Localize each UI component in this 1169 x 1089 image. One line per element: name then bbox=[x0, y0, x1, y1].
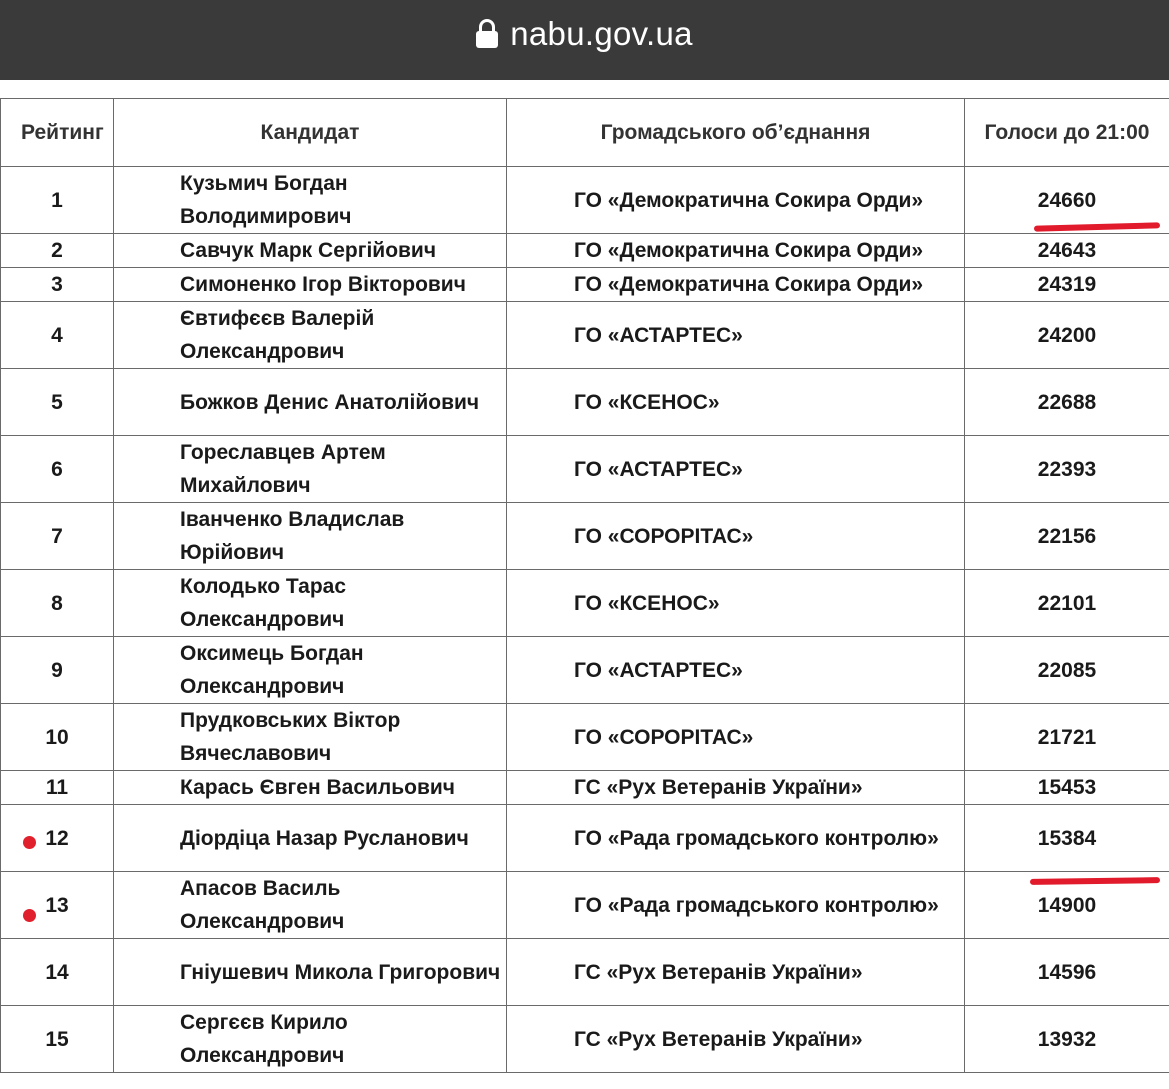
header-votes: Голоси до 21:00 bbox=[965, 99, 1169, 167]
rank-value: 13 bbox=[45, 893, 69, 917]
rank-cell: 2 bbox=[1, 234, 114, 268]
table-row bbox=[1, 302, 1169, 369]
votes-cell: 21721 bbox=[965, 704, 1169, 771]
rank-cell: 9 bbox=[1, 637, 114, 704]
organization-cell: ГО «АСТАРТЕС» bbox=[507, 637, 965, 704]
votes-cell: 22085 bbox=[965, 637, 1169, 704]
red-dot-marker-icon bbox=[23, 909, 36, 922]
organization-cell: ГО «Рада громадського контролю» bbox=[507, 805, 965, 872]
candidate-cell: Савчук Марк Сергійович bbox=[114, 234, 507, 268]
table-header-row bbox=[1, 99, 1169, 167]
table-row bbox=[1, 234, 1169, 268]
table-row bbox=[1, 704, 1169, 771]
organization-cell: ГО «Демократична Сокира Орди» bbox=[507, 268, 965, 302]
candidate-cell: Прудковських Віктор Вячеславович bbox=[114, 704, 507, 771]
votes-cell: 22393 bbox=[965, 436, 1169, 503]
candidate-cell: Іванченко Владислав Юрійович bbox=[114, 503, 507, 570]
organization-cell: ГС «Рух Ветеранів України» bbox=[507, 771, 965, 805]
votes-cell: 24643 bbox=[965, 234, 1169, 268]
votes-cell: 22688 bbox=[965, 369, 1169, 436]
organization-cell: ГО «АСТАРТЕС» bbox=[507, 302, 965, 369]
votes-cell: 24319 bbox=[965, 268, 1169, 302]
votes-cell: 15453 bbox=[965, 771, 1169, 805]
rank-cell: 4 bbox=[1, 302, 114, 369]
organization-cell: ГО «КСЕНОС» bbox=[507, 369, 965, 436]
votes-cell: 22101 bbox=[965, 570, 1169, 637]
organization-cell: ГО «Демократична Сокира Орди» bbox=[507, 234, 965, 268]
table-row bbox=[1, 436, 1169, 503]
votes-cell: 24200 bbox=[965, 302, 1169, 369]
table-row bbox=[1, 570, 1169, 637]
organization-cell: ГО «СОРОРІТАС» bbox=[507, 704, 965, 771]
table-row bbox=[1, 369, 1169, 436]
organization-cell: ГО «Рада громадського контролю» bbox=[507, 872, 965, 939]
header-organization: Громадського об’єднання bbox=[507, 99, 965, 167]
rank-cell: 14 bbox=[1, 939, 114, 1006]
candidate-cell: Симоненко Ігор Вікторович bbox=[114, 268, 507, 302]
candidate-cell: Кузьмич Богдан Володимирович bbox=[114, 167, 507, 234]
rank-cell: 10 bbox=[1, 704, 114, 771]
rank-cell: 8 bbox=[1, 570, 114, 637]
rank-cell: 3 bbox=[1, 268, 114, 302]
url-text[interactable]: nabu.gov.ua bbox=[510, 15, 693, 52]
rank-cell-marked bbox=[1, 805, 114, 872]
organization-cell: ГО «Демократична Сокира Орди» bbox=[507, 167, 965, 234]
table-row bbox=[1, 939, 1169, 1006]
votes-cell: 13932 bbox=[965, 1006, 1169, 1073]
header-candidate: Кандидат bbox=[114, 99, 507, 167]
votes-cell: 14900 bbox=[965, 872, 1169, 939]
table-row bbox=[1, 1006, 1169, 1073]
votes-cell: 15384 bbox=[965, 805, 1169, 872]
candidate-cell: Оксимець Богдан Олександрович bbox=[114, 637, 507, 704]
rank-value: 12 bbox=[45, 826, 69, 850]
rank-cell-marked bbox=[1, 872, 114, 939]
organization-cell: ГО «КСЕНОС» bbox=[507, 570, 965, 637]
candidate-cell: Діордіца Назар Русланович bbox=[114, 805, 507, 872]
rank-cell: 7 bbox=[1, 503, 114, 570]
candidate-cell: Сергєєв Кирило Олександрович bbox=[114, 1006, 507, 1073]
table-row bbox=[1, 771, 1169, 805]
red-dot-marker-icon bbox=[23, 836, 36, 849]
table-row bbox=[1, 637, 1169, 704]
votes-cell: 14596 bbox=[965, 939, 1169, 1006]
organization-cell: ГС «Рух Ветеранів України» bbox=[507, 939, 965, 1006]
organization-cell: ГС «Рух Ветеранів України» bbox=[507, 1006, 965, 1073]
results-table-container bbox=[0, 98, 1169, 1073]
results-table bbox=[0, 98, 1169, 1073]
rank-cell: 15 bbox=[1, 1006, 114, 1073]
organization-cell: ГО «СОРОРІТАС» bbox=[507, 503, 965, 570]
rank-cell: 11 bbox=[1, 771, 114, 805]
candidate-cell: Гніушевич Микола Григорович bbox=[114, 939, 507, 1006]
votes-cell: 24660 bbox=[965, 167, 1169, 234]
table-row bbox=[1, 268, 1169, 302]
organization-cell: ГО «АСТАРТЕС» bbox=[507, 436, 965, 503]
rank-cell: 5 bbox=[1, 369, 114, 436]
candidate-cell: Карась Євген Васильович bbox=[114, 771, 507, 805]
candidate-cell: Божков Денис Анатолійович bbox=[114, 369, 507, 436]
candidate-cell: Апасов Василь Олександрович bbox=[114, 872, 507, 939]
candidate-cell: Євтифєєв Валерій Олександрович bbox=[114, 302, 507, 369]
browser-address-bar[interactable] bbox=[0, 0, 1169, 80]
table-row bbox=[1, 805, 1169, 872]
lock-icon bbox=[476, 19, 498, 49]
table-row bbox=[1, 872, 1169, 939]
candidate-cell: Колодько Тарас Олександрович bbox=[114, 570, 507, 637]
table-row bbox=[1, 503, 1169, 570]
candidate-cell: Гореславцев Артем Михайлович bbox=[114, 436, 507, 503]
table-row bbox=[1, 167, 1169, 234]
votes-cell: 22156 bbox=[965, 503, 1169, 570]
rank-cell: 1 bbox=[1, 167, 114, 234]
rank-cell: 6 bbox=[1, 436, 114, 503]
header-rank: Рейтинг bbox=[1, 99, 114, 167]
